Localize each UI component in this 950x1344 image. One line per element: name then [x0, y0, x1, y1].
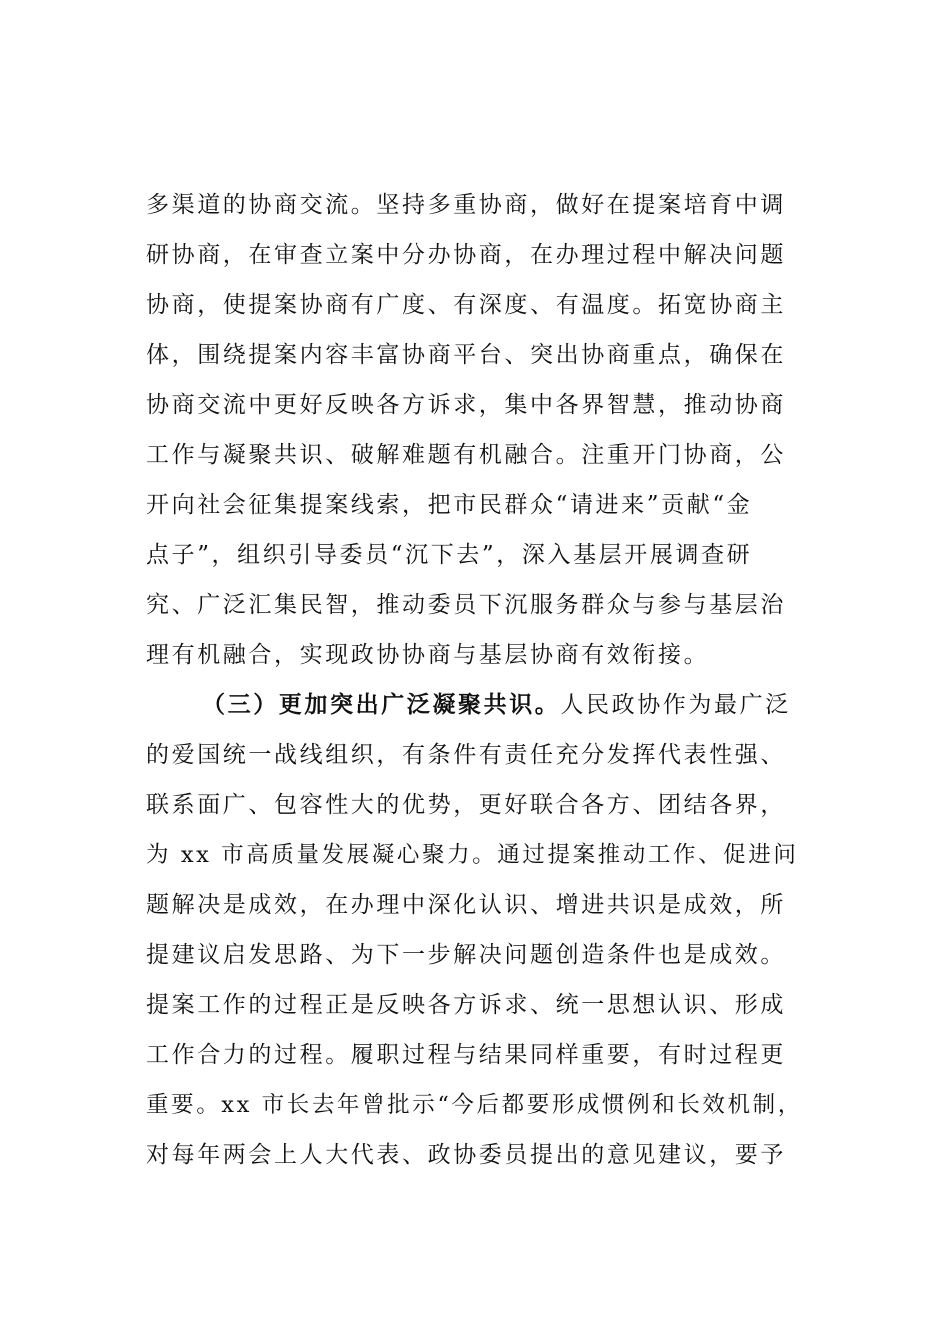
text-line: 点子”，组织引导委员“沉下去”，深入基层开展调查研 [146, 542, 753, 568]
text-line: 协商交流中更好反映各方诉求，集中各界智慧，推动协商 [146, 392, 786, 418]
text-line: 究、广泛汇集民智，推动委员下沉服务群众与参与基层治 [146, 592, 786, 618]
text-line: 联系面广、包容性大的优势，更好联合各方、团结各界， [146, 792, 786, 818]
text-line-continuation: 人民政协作为最广泛 [560, 692, 791, 718]
text-line: 为 xx 市高质量发展凝心聚力。通过提案推动工作、促进问 [146, 842, 799, 868]
text-line: 提建议启发思路、为下一步解决问题创造条件也是成效。 [146, 942, 786, 968]
text-line: 的爱国统一战线组织，有条件有责任充分发挥代表性强、 [146, 742, 786, 768]
text-line: 工作与凝聚共识、破解难题有机融合。注重开门协商，公 [146, 442, 786, 468]
text-line: 体，围绕提案内容丰富协商平台、突出协商重点，确保在 [146, 342, 786, 368]
text-line: 理有机融合，实现政协协商与基层协商有效衔接。 [146, 642, 710, 668]
section-heading-line [202, 690, 791, 720]
text-line: 提案工作的过程正是反映各方诉求、统一思想认识、形成 [146, 992, 786, 1018]
text-line: 协商，使提案协商有广度、有深度、有温度。拓宽协商主 [146, 292, 786, 318]
text-line: 工作合力的过程。履职过程与结果同样重要，有时过程更 [146, 1042, 786, 1068]
text-line: 题解决是成效，在办理中深化认识、增进共识是成效，所 [146, 892, 786, 918]
text-line: 研协商，在审查立案中分办协商，在办理过程中解决问题 [146, 242, 786, 268]
text-line: 多渠道的协商交流。坚持多重协商，做好在提案培育中调 [146, 192, 786, 218]
text-line: 重要。xx 市长去年曾批示“今后都要形成惯例和长效机制， [146, 1092, 803, 1118]
section-heading: （三）更加突出广泛凝聚共识。 [202, 691, 561, 718]
text-line: 开向社会征集提案线索，把市民群众“请进来”贡献“金 [146, 492, 753, 518]
text-line: 对每年两会上人大代表、政协委员提出的意见建议，要予 [146, 1142, 786, 1168]
